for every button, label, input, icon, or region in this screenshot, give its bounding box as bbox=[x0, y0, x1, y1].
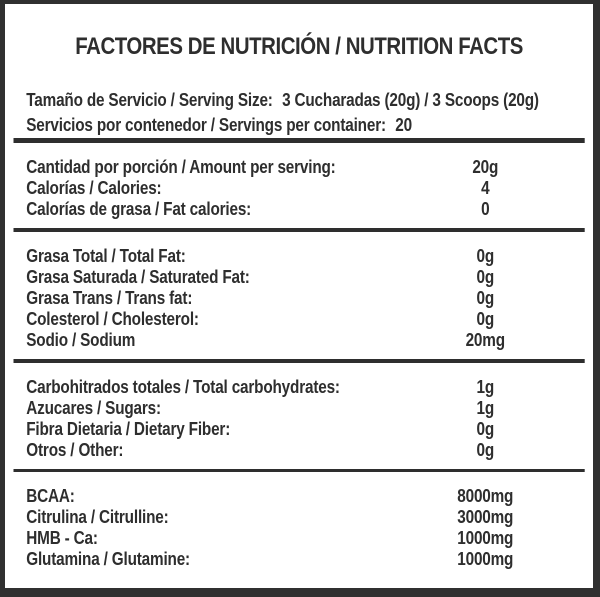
serving-label: Tamaño de Servicio / Serving Size: bbox=[26, 90, 273, 110]
nutrient-value: 0g bbox=[476, 440, 495, 460]
serving-value: 20 bbox=[395, 115, 412, 135]
nutrient-value: 8000mg bbox=[457, 486, 514, 506]
label-content bbox=[5, 34, 593, 578]
nutrient-value: 4 bbox=[481, 178, 490, 198]
nutrient-value: 1000mg bbox=[457, 528, 514, 548]
nutrient-sections bbox=[5, 143, 593, 578]
serving-info-block bbox=[5, 88, 593, 138]
nutrient-row bbox=[5, 157, 593, 178]
nutrient-label: Calorías de grasa / Fat calories: bbox=[26, 199, 252, 219]
nutrient-label: Otros / Other: bbox=[26, 440, 124, 460]
nutrient-value: 0 bbox=[481, 199, 490, 219]
nutrient-label: Citrulina / Citrulline: bbox=[26, 507, 169, 527]
nutrient-value: 0g bbox=[476, 419, 495, 439]
nutrient-value: 1g bbox=[476, 377, 495, 397]
nutrient-row bbox=[5, 267, 593, 288]
nutrient-value: 1g bbox=[476, 398, 495, 418]
nutrient-value: 20g bbox=[472, 157, 499, 177]
nutrient-value: 0g bbox=[476, 309, 495, 329]
nutrient-label: Fibra Dietaria / Dietary Fiber: bbox=[26, 419, 231, 439]
nutrient-row bbox=[5, 288, 593, 309]
nutrient-label: Grasa Total / Total Fat: bbox=[26, 246, 186, 266]
serving-label: Servicios por contenedor / Servings per container: bbox=[26, 115, 386, 135]
nutrient-label: Azucares / Sugars: bbox=[26, 398, 161, 418]
nutrient-value: 0g bbox=[476, 267, 495, 287]
nutrient-row bbox=[5, 440, 593, 461]
nutrient-row bbox=[5, 419, 593, 440]
serving-row bbox=[26, 88, 593, 113]
nutrient-label: HMB - Ca: bbox=[26, 528, 98, 548]
nutrient-value: 1000mg bbox=[457, 549, 514, 569]
nutrient-label: Sodio / Sodium bbox=[26, 330, 136, 350]
nutrient-row bbox=[5, 377, 593, 398]
nutrient-row bbox=[5, 246, 593, 267]
label-title: FACTORES DE NUTRICIÓN / NUTRITION FACTS bbox=[75, 33, 523, 60]
nutrient-label: BCAA: bbox=[26, 486, 75, 506]
nutrient-value: 0g bbox=[476, 288, 495, 308]
nutrient-row bbox=[5, 178, 593, 199]
nutrient-row bbox=[5, 549, 593, 570]
nutrient-section bbox=[5, 472, 593, 578]
nutrient-row bbox=[5, 528, 593, 549]
nutrient-row bbox=[5, 330, 593, 351]
nutrient-value: 20mg bbox=[465, 330, 505, 350]
nutrient-section bbox=[5, 363, 593, 469]
nutrient-value: 0g bbox=[476, 246, 495, 266]
nutrient-label: Carbohitrados totales / Total carbohydrates: bbox=[26, 377, 340, 397]
nutrient-label: Colesterol / Cholesterol: bbox=[26, 309, 199, 329]
nutrient-label: Calorías / Calories: bbox=[26, 178, 162, 198]
nutrient-label: Glutamina / Glutamine: bbox=[26, 549, 190, 569]
nutrient-label: Cantidad por porción / Amount per serving: bbox=[26, 157, 336, 177]
nutrient-row bbox=[5, 398, 593, 419]
nutrient-row bbox=[5, 486, 593, 507]
nutrient-row bbox=[5, 199, 593, 220]
serving-row bbox=[26, 113, 593, 138]
nutrient-label: Grasa Trans / Trans fat: bbox=[26, 288, 193, 308]
nutrient-value: 3000mg bbox=[457, 507, 514, 527]
nutrient-row bbox=[5, 507, 593, 528]
serving-value: 3 Cucharadas (20g) / 3 Scoops (20g) bbox=[282, 90, 539, 110]
nutrient-row bbox=[5, 309, 593, 330]
nutrient-section bbox=[5, 143, 593, 228]
nutrient-section bbox=[5, 232, 593, 359]
nutrient-label: Grasa Saturada / Saturated Fat: bbox=[26, 267, 250, 287]
